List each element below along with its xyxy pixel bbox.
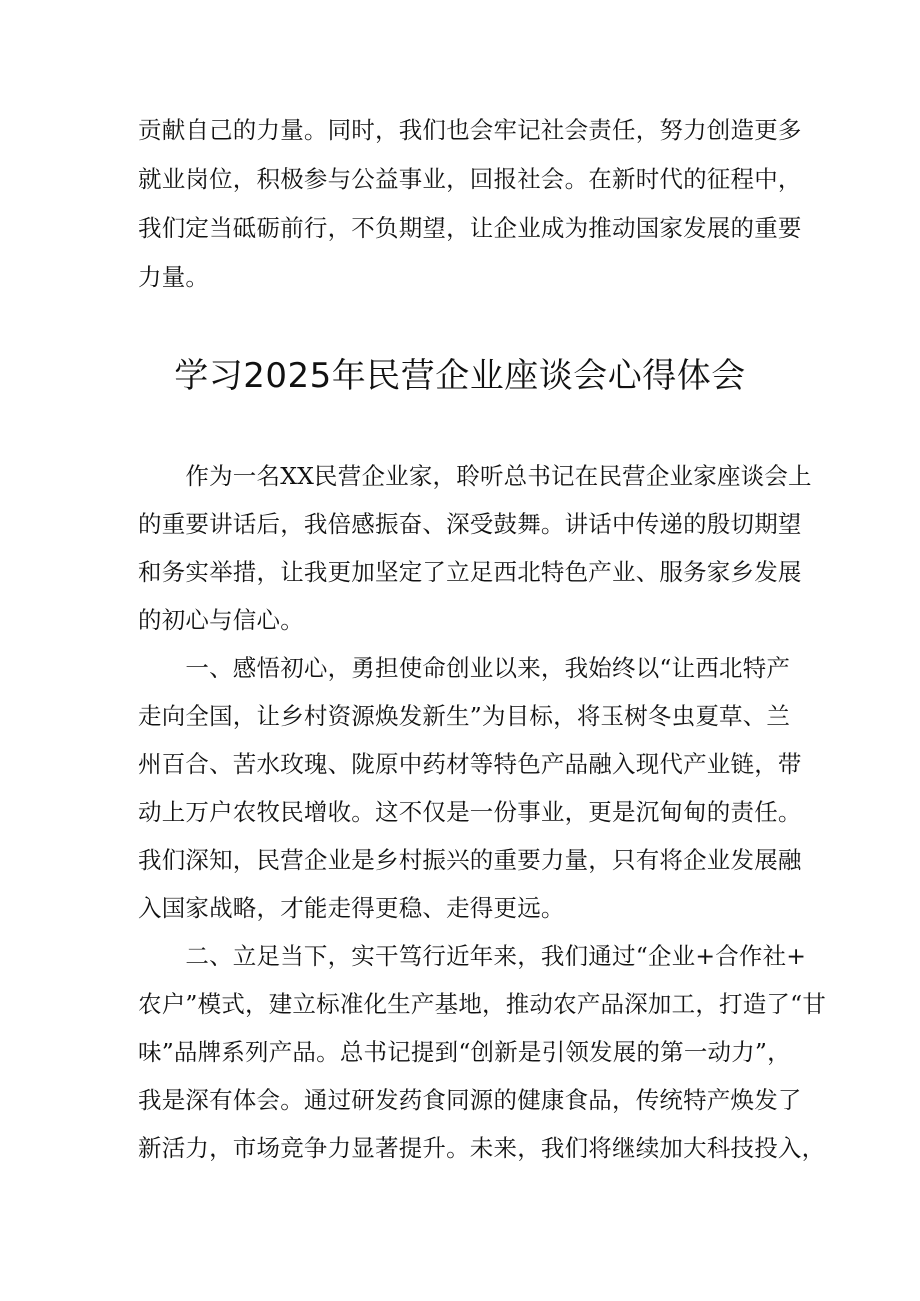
paragraph3-line-4: 我是深有体会。通过研发药食同源的健康食品，传统特产焕发了: [138, 1086, 802, 1114]
article-title: 学习2025年民营企业座谈会心得体会: [174, 356, 746, 396]
paragraph3-line-1: 二、立足当下，实干笃行近年来，我们通过“企业+合作社+: [138, 942, 807, 970]
paragraph1-line-2: 的重要讲话后，我倍感振奋、深受鼓舞。讲话中传递的殷切期望: [138, 510, 802, 538]
paragraph2-line-1: 一、感悟初心，勇担使命创业以来，我始终以“让西北特产: [138, 654, 791, 682]
paragraph2-line-4: 动上万户农牧民增收。这不仅是一份事业，更是沉甸甸的责任。: [138, 798, 802, 826]
continuation-line-1: 贡献自己的力量。同时，我们也会牢记社会责任，努力创造更多: [138, 116, 802, 144]
paragraph1-line-1: 作为一名XX民营企业家，聆听总书记在民营企业家座谈会上: [138, 462, 812, 490]
paragraph2-line-6: 入国家战略，才能走得更稳、走得更远。: [138, 894, 565, 922]
continuation-line-3: 我们定当砥砺前行，不负期望，让企业成为推动国家发展的重要: [138, 214, 802, 242]
paragraph2-line-3: 州百合、苦水玫瑰、陇原中药材等特色产品融入现代产业链，带: [138, 750, 802, 778]
continuation-line-4: 力量。: [138, 263, 210, 291]
paragraph3-line-2: 农户”模式，建立标准化生产基地，推动农产品深加工，打造了“甘: [138, 990, 827, 1018]
paragraph3-line-3: 味”品牌系列产品。总书记提到“创新是引领发展的第一动力”，: [138, 1038, 791, 1066]
continuation-line-2: 就业岗位，积极参与公益事业，回报社会。在新时代的征程中，: [138, 165, 802, 193]
paragraph2-line-2: 走向全国，让乡村资源焕发新生”为目标，将玉树冬虫夏草、兰: [138, 702, 791, 730]
paragraph3-line-5: 新活力，市场竞争力显著提升。未来，我们将继续加大科技投入，: [138, 1134, 826, 1162]
paragraph2-line-5: 我们深知，民营企业是乡村振兴的重要力量，只有将企业发展融: [138, 846, 802, 874]
paragraph1-line-4: 的初心与信心。: [138, 606, 304, 634]
paragraph1-line-3: 和务实举措，让我更加坚定了立足西北特色产业、服务家乡发展: [138, 558, 802, 586]
